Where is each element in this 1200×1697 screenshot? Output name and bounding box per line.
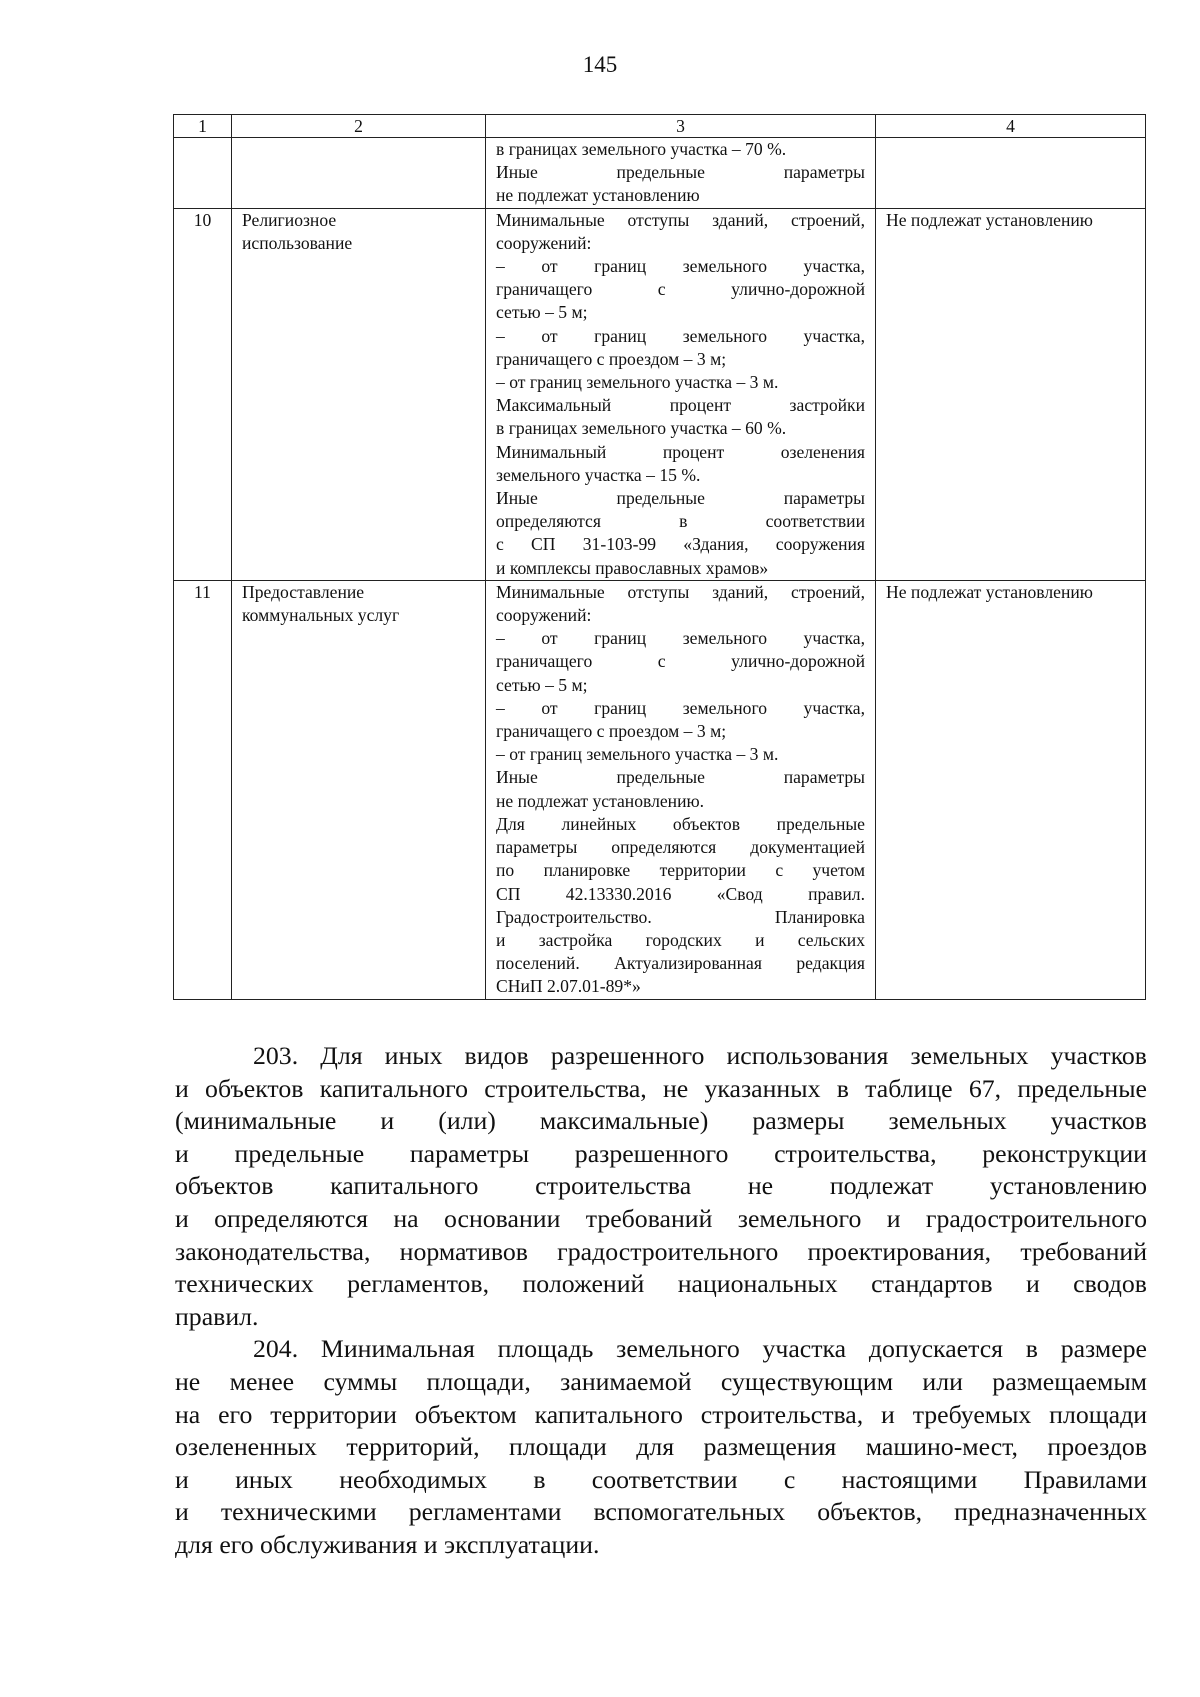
- paragraph-line: и объектов капитального строительства, не указанных в таблице 67, предельные: [175, 1073, 1147, 1103]
- param-line: – от границ земельного участка,: [496, 256, 865, 277]
- cell-parameters: [486, 138, 876, 209]
- cell-size: Не подлежат установлению: [876, 580, 1146, 999]
- param-line: определяются в соответствии: [496, 511, 865, 532]
- param-line: Максимальный процент застройки: [496, 395, 865, 416]
- paragraph-line: (минимальные и (или) максимальные) размеры земельных участков: [175, 1106, 1147, 1136]
- cell-size: [876, 138, 1146, 209]
- param-line: Минимальные отступы зданий, строений,: [496, 209, 865, 230]
- name-line: Предоставление: [242, 581, 365, 602]
- paragraph-line: законодательства, нормативов градостроительного проектирования, требований: [175, 1236, 1147, 1266]
- cell-size: Не подлежат установлению: [876, 208, 1146, 580]
- param-line: – от границ земельного участка – 3 м.: [496, 372, 779, 393]
- param-line: земельного участка – 15 %.: [496, 464, 701, 485]
- param-line: Иные предельные параметры: [496, 488, 865, 509]
- paragraph-line: не менее суммы площади, занимаемой существующим или размещаемым: [175, 1366, 1147, 1396]
- param-line: не подлежат установлению: [496, 185, 700, 206]
- table-row: [174, 208, 1146, 580]
- param-line: граничащего с улично-дорожной: [496, 651, 865, 672]
- column-header-1: 1: [174, 115, 232, 138]
- param-line: сетью – 5 м;: [496, 674, 588, 695]
- name-line: коммунальных услуг: [242, 605, 400, 626]
- paragraph-line: правил.: [175, 1301, 259, 1331]
- name-line: Религиозное: [242, 209, 337, 230]
- paragraph-line: объектов капитального строительства не подлежат установлению: [175, 1171, 1147, 1201]
- cell-use-name: [232, 580, 486, 999]
- paragraph-line: и определяются на основании требований земельного и градостроительного: [175, 1203, 1147, 1233]
- param-line: граничащего с проездом – 3 м;: [496, 721, 727, 742]
- cell-number: [174, 138, 232, 209]
- cell-use-name: [232, 138, 486, 209]
- cell-number: 10: [174, 208, 232, 580]
- param-line: с СП 31-103-99 «Здания, сооружения: [496, 534, 865, 555]
- column-header-4: 4: [876, 115, 1146, 138]
- body-text: [175, 1040, 1147, 1562]
- paragraph-line: озелененных территорий, площади для размещения машино-мест, проездов: [175, 1432, 1147, 1462]
- column-header-3: 3: [486, 115, 876, 138]
- regulations-table: [173, 114, 1146, 1000]
- cell-parameters: [486, 208, 876, 580]
- paragraph-line: 203. Для иных видов разрешенного использования земельных участков: [253, 1041, 1147, 1070]
- cell-use-name: [232, 208, 486, 580]
- paragraph-203: [175, 1040, 1147, 1333]
- param-line: и застройка городских и сельских: [496, 929, 865, 950]
- param-line: граничащего с проездом – 3 м;: [496, 348, 727, 369]
- param-line: СП 42.13330.2016 «Свод правил.: [496, 883, 865, 904]
- param-line: и комплексы православных храмов»: [496, 557, 769, 578]
- paragraph-204: [175, 1333, 1147, 1561]
- paragraph-line: для его обслуживания и эксплуатации.: [175, 1529, 600, 1559]
- param-line: СНиП 2.07.01-89*»: [496, 976, 641, 997]
- cell-number: 11: [174, 580, 232, 999]
- param-line: не подлежат установлению.: [496, 790, 705, 811]
- param-line: Минимальный процент озеленения: [496, 441, 865, 462]
- paragraph-line: и иных необходимых в соответствии с настоящими Правилами: [175, 1464, 1147, 1494]
- param-line: поселений. Актуализированная редакция: [496, 953, 865, 974]
- cell-parameters: [486, 580, 876, 999]
- column-header-2: 2: [232, 115, 486, 138]
- param-line: параметры определяются документацией: [496, 837, 865, 858]
- paragraph-line: и техническими регламентами вспомогательных объектов, предназначенных: [175, 1497, 1147, 1527]
- param-line: граничащего с улично-дорожной: [496, 279, 865, 300]
- param-line: Для линейных объектов предельные: [496, 813, 865, 834]
- param-line: в границах земельного участка – 60 %.: [496, 418, 787, 439]
- param-line: Иные предельные параметры: [496, 162, 865, 183]
- param-line: Минимальные отступы зданий, строений,: [496, 581, 865, 602]
- paragraph-line: 204. Минимальная площадь земельного участка допускается в размере: [253, 1334, 1147, 1364]
- param-line: в границах земельного участка – 70 %.: [496, 139, 787, 159]
- param-line: сооружений:: [496, 605, 592, 626]
- paragraph-line: на его территории объектом капитального строительства, и требуемых площади: [175, 1399, 1147, 1429]
- param-line: – от границ земельного участка,: [496, 628, 865, 649]
- table-header-row: [174, 115, 1146, 138]
- table-row: [174, 580, 1146, 999]
- param-line: Градостроительство. Планировка: [496, 906, 865, 927]
- param-line: сооружений:: [496, 232, 592, 253]
- paragraph-line: и предельные параметры разрешенного строительства, реконструкции: [175, 1138, 1147, 1168]
- paragraph-line: технических регламентов, положений национальных стандартов и сводов: [175, 1269, 1147, 1299]
- param-line: – от границ земельного участка,: [496, 697, 865, 718]
- name-line: использование: [242, 232, 353, 253]
- page-number: 145: [582, 52, 618, 77]
- param-line: – от границ земельного участка,: [496, 325, 865, 346]
- param-line: – от границ земельного участка – 3 м.: [496, 744, 779, 765]
- param-line: по планировке территории с учетом: [496, 860, 865, 881]
- param-line: Иные предельные параметры: [496, 767, 865, 788]
- table-row-continuation: [174, 138, 1146, 209]
- param-line: сетью – 5 м;: [496, 302, 588, 323]
